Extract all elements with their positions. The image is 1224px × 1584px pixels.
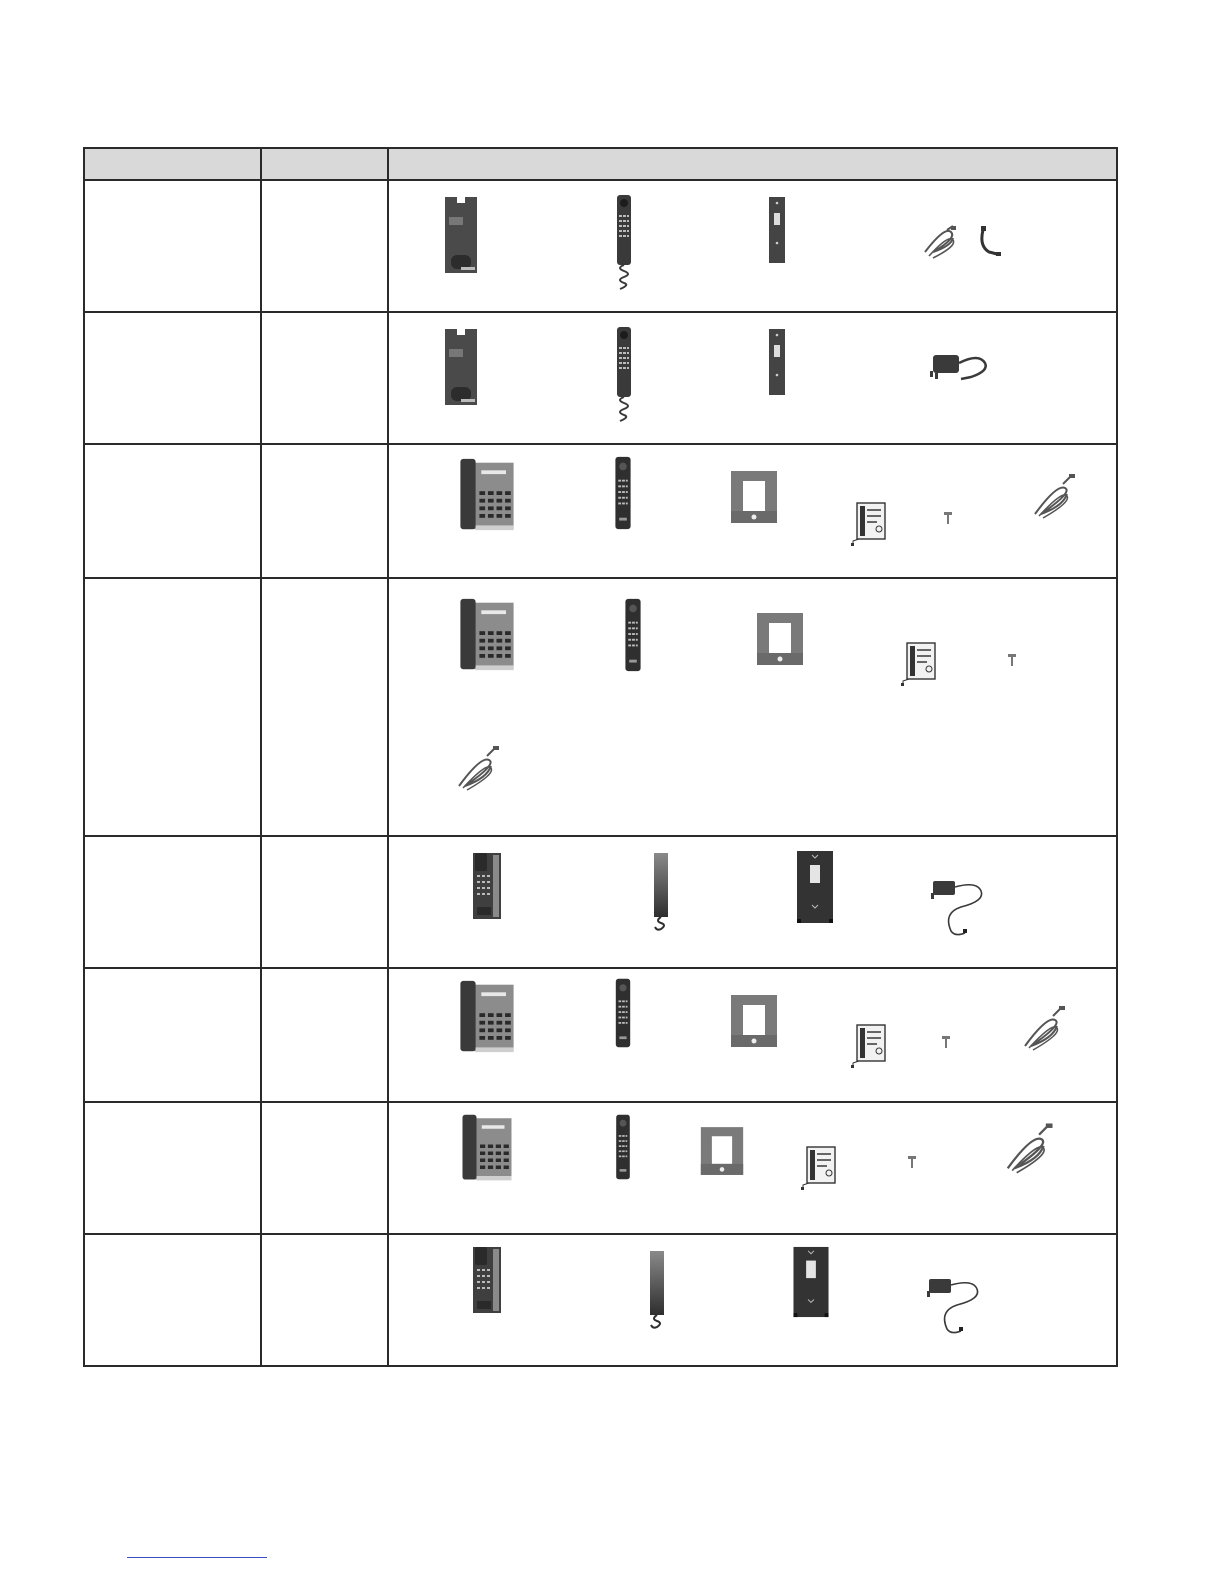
slim-keypad-base-icon	[473, 853, 501, 919]
qty-cell	[261, 1234, 388, 1366]
header-row	[84, 148, 1117, 180]
qty-cell	[261, 180, 388, 312]
power-adapter-icon	[927, 1279, 978, 1333]
contents-cell	[388, 444, 1117, 578]
cordless-handset-icon	[625, 599, 640, 671]
model-cell	[84, 836, 261, 968]
model-cell	[84, 1234, 261, 1366]
model-cell	[84, 180, 261, 312]
desk-stand-icon	[731, 995, 777, 1047]
contents-cell	[388, 1234, 1117, 1366]
corded-base-icon	[445, 329, 477, 405]
desk-stand-icon	[757, 613, 803, 665]
battery-icon	[901, 643, 935, 686]
model-cell	[84, 578, 261, 836]
keypad-base-icon	[463, 1115, 512, 1181]
table-row	[84, 1234, 1117, 1366]
wall-plate-icon	[797, 851, 833, 923]
qty-cell	[261, 578, 388, 836]
line-cord-icon	[1025, 1006, 1065, 1050]
corded-handset-icon	[617, 327, 631, 421]
battery-icon	[801, 1147, 835, 1190]
wall-plate-icon	[793, 1247, 828, 1317]
desk-stand-icon	[701, 1127, 743, 1175]
qty-cell	[261, 1102, 388, 1234]
screw-icon	[944, 512, 952, 524]
line-cord-icon	[459, 746, 499, 790]
contents-cell	[388, 312, 1117, 444]
qty-cell	[261, 968, 388, 1102]
contents-cell	[388, 1102, 1117, 1234]
header-contents	[388, 148, 1117, 180]
slim-handset-icon	[654, 853, 668, 930]
contents-cell	[388, 968, 1117, 1102]
contents-cell	[388, 836, 1117, 968]
battery-icon	[851, 1025, 885, 1068]
line-cord-icon	[1035, 474, 1075, 518]
cordless-handset-icon	[615, 457, 630, 529]
table-row	[84, 312, 1117, 444]
screw-icon	[1008, 654, 1016, 666]
model-cell	[84, 968, 261, 1102]
table-row	[84, 444, 1117, 578]
table-row	[84, 578, 1117, 836]
slim-keypad-base-icon	[473, 1247, 501, 1313]
model-cell	[84, 1102, 261, 1234]
wall-mount-bracket-icon	[769, 329, 785, 395]
table-row	[84, 1102, 1117, 1234]
keypad-base-icon	[460, 599, 513, 670]
qty-cell	[261, 444, 388, 578]
footer-link-underline[interactable]	[127, 1557, 267, 1558]
line-cord-icon	[1008, 1123, 1053, 1172]
contents-cell	[388, 578, 1117, 836]
slim-handset-icon	[650, 1251, 664, 1328]
parts-table	[83, 147, 1118, 1367]
table-row	[84, 180, 1117, 312]
contents-cell	[388, 180, 1117, 312]
line-cords-icon	[925, 226, 1001, 258]
wall-mount-bracket-icon	[769, 197, 785, 263]
header-quantity	[261, 148, 388, 180]
table-row	[84, 836, 1117, 968]
power-adapter-icon	[931, 881, 982, 935]
corded-handset-icon	[617, 195, 631, 289]
table-row	[84, 968, 1117, 1102]
corded-base-icon	[445, 197, 477, 273]
keypad-base-icon	[460, 981, 513, 1052]
battery-icon	[851, 503, 885, 546]
cordless-handset-icon	[616, 1115, 630, 1180]
screw-icon	[908, 1156, 916, 1168]
qty-cell	[261, 836, 388, 968]
desk-stand-icon	[731, 471, 777, 523]
header-model	[84, 148, 261, 180]
model-cell	[84, 312, 261, 444]
screw-icon	[942, 1036, 950, 1048]
qty-cell	[261, 312, 388, 444]
power-adapter-icon	[930, 355, 986, 379]
model-cell	[84, 444, 261, 578]
cordless-handset-icon	[616, 979, 630, 1047]
keypad-base-icon	[460, 459, 513, 530]
